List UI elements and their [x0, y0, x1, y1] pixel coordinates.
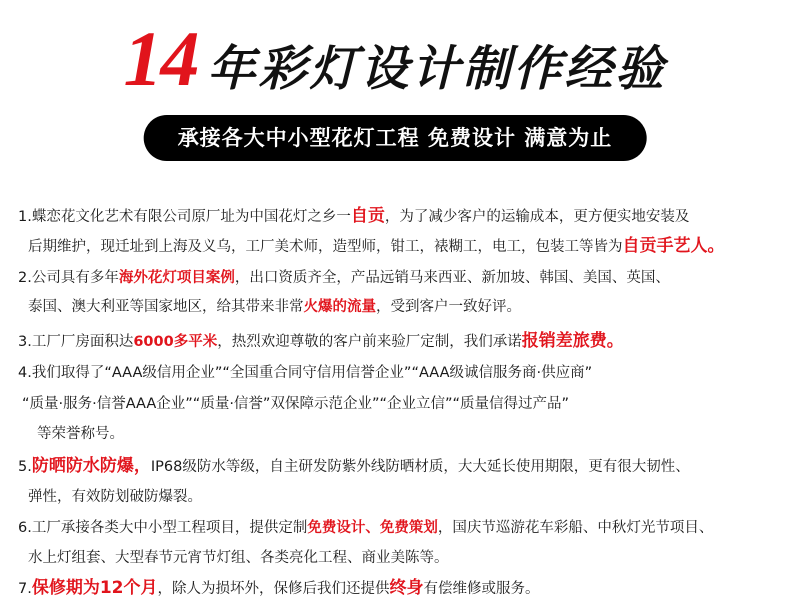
item-3-line-1: [18, 328, 624, 354]
item-7-line-1: [18, 575, 540, 601]
body-text: ，出口资质齐全，产品远销马来西亚、新加坡、韩国、美国、英国、: [234, 270, 670, 286]
body-text: 弹性，有效防划破防爆裂。: [28, 489, 202, 505]
item-5-line-2: [28, 484, 202, 510]
highlight-text: 报销差旅费。: [521, 331, 624, 351]
body-text: “质量·服务·信誉AAA企业”“质量·信誉”双保障示范企业”“企业立信”“质量信得过产品”: [22, 396, 569, 412]
body-text: 泰国、澳大利亚等国家地区，给其带来非常: [28, 299, 304, 315]
highlight-text: 火爆的流量: [303, 299, 376, 315]
highlight-text: 6000多平米: [133, 334, 218, 350]
highlight-text: 防晒防水防爆，: [31, 456, 151, 476]
body-text: ，热烈欢迎尊敬的客户前来验厂定制，我们承诺: [217, 334, 522, 350]
body-text: IP68级防水等级，自主研发防紫外线防晒材质，大大延长使用期限，更有很大韧性、: [150, 459, 690, 475]
headline: [0, 14, 790, 104]
item-1-line-1: [18, 203, 689, 229]
body-text: ，国庆节巡游花车彩船、中秋灯光节项目、: [437, 520, 714, 536]
item-4-line-1: [18, 360, 592, 386]
item-5-line-1: [18, 453, 690, 479]
highlight-text: 终身: [389, 578, 424, 598]
highlight-text: 海外花灯项目案例: [118, 270, 235, 286]
body-text: 后期维护，现迁址到上海及义乌，工厂美术师，造型师，钳工，裱糊工，电工，包装工等皆为: [28, 239, 623, 255]
body-text: 有偿维修或服务。: [423, 581, 540, 597]
body-text: 3.工厂厂房面积达: [18, 334, 134, 350]
highlight-text: 自贡手艺人。: [622, 236, 725, 256]
body-text: 水上灯组套、大型春节元宵节灯组、各类亮化工程、商业美陈等。: [28, 550, 449, 566]
item-1-line-2: [28, 233, 725, 259]
years-number: 14: [123, 15, 198, 102]
highlight-text: 自贡: [350, 206, 385, 226]
item-2-line-2: [28, 294, 521, 320]
body-text: 2.公司具有多年: [18, 270, 119, 286]
item-4-line-3: [37, 421, 124, 447]
item-2-line-1: [18, 265, 670, 291]
body-text: ，为了减少客户的运输成本，更方便实地安装及: [384, 209, 690, 225]
body-text: ，除人为损坏外，保修后我们还提供: [157, 581, 390, 597]
service-banner: 承接各大中小型花灯工程 免费设计 满意为止: [144, 115, 647, 161]
body-text: 1.蝶恋花文化艺术有限公司原厂址为中国花灯之乡一: [18, 209, 351, 225]
item-6-line-1: [18, 515, 713, 541]
body-text: 等荣誉称号。: [37, 426, 124, 442]
body-text: 7.: [18, 581, 32, 597]
highlight-text: 保修期为12个月: [31, 578, 158, 598]
body-text: 5.: [18, 459, 32, 475]
item-4-line-2: [22, 391, 569, 417]
item-6-line-2: [28, 545, 449, 571]
body-text: 4.我们取得了“AAA级信用企业”“全国重合同守信用信誉企业”“AAA级诚信服务商·供应商”: [18, 365, 593, 381]
headline-title: 年彩灯设计制作经验: [207, 41, 667, 97]
body-text: ，受到客户一致好评。: [376, 299, 521, 315]
body-text: 6.工厂承接各类大中小型工程项目，提供定制: [18, 520, 308, 536]
highlight-text: 免费设计、免费策划: [307, 520, 438, 536]
